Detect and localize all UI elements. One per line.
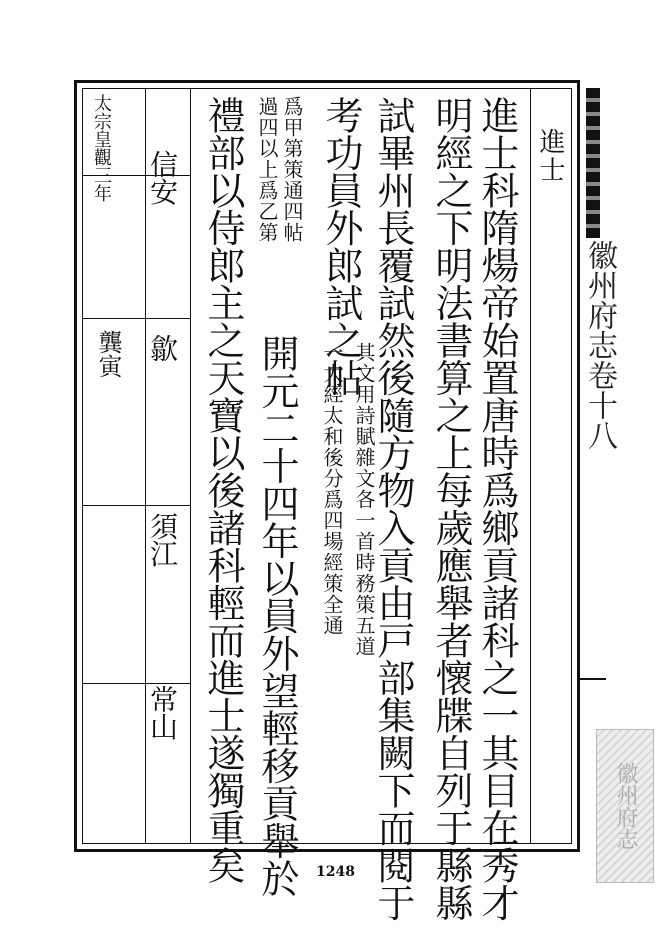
register-divider: [190, 88, 191, 844]
body-line-6: 禮部以侍郎主之天寶以後諸科輕而進士遂獨重矣: [201, 96, 245, 884]
annotation-col-a: 其文用詩賦雜文各一首時務策五道: [352, 342, 376, 657]
edge-rule: [578, 678, 606, 680]
register-county: 歙: [146, 334, 179, 362]
register-county: 須江: [146, 512, 179, 567]
register-rule: [82, 505, 190, 506]
body-line-5: 開元二十四年以員外望輕移貢舉於: [255, 334, 299, 897]
page-number: 1248: [316, 864, 355, 880]
register-candidate: 龔寅: [94, 330, 122, 378]
register-county: 常山: [146, 685, 179, 740]
body-line-3: 試畢州長覆試然後隨方物入貢由戸部集闕下而閱于: [371, 96, 415, 921]
edge-worn-block: [586, 88, 600, 238]
section-title: 進士: [535, 128, 565, 184]
register-county: 信安: [146, 150, 179, 205]
book-title-edge: 徽州府志卷十八: [582, 240, 617, 450]
register-rule: [82, 683, 190, 684]
annotation-col-c: 爲甲第策通四帖: [280, 96, 304, 243]
register-rule: [82, 318, 190, 319]
section-divider: [530, 88, 531, 844]
annotation-col-d: 過四以上爲乙第: [255, 96, 279, 243]
body-line-2: 明經之下明法書算之上每歲應舉者懷牒自列于縣縣: [429, 96, 473, 921]
body-line-4: 考功員外郎試之帖: [319, 96, 363, 396]
library-seal: [596, 729, 654, 883]
seal-text: 徽州府志: [613, 762, 638, 850]
annotation-col-b: 一大經太和後分爲四場經策全通: [320, 342, 344, 636]
register-era: 太宗皇觀三年: [91, 94, 112, 202]
body-line-1: 進士科隋煬帝始置唐時爲鄉貢諸科之一其目在秀才: [475, 96, 519, 921]
